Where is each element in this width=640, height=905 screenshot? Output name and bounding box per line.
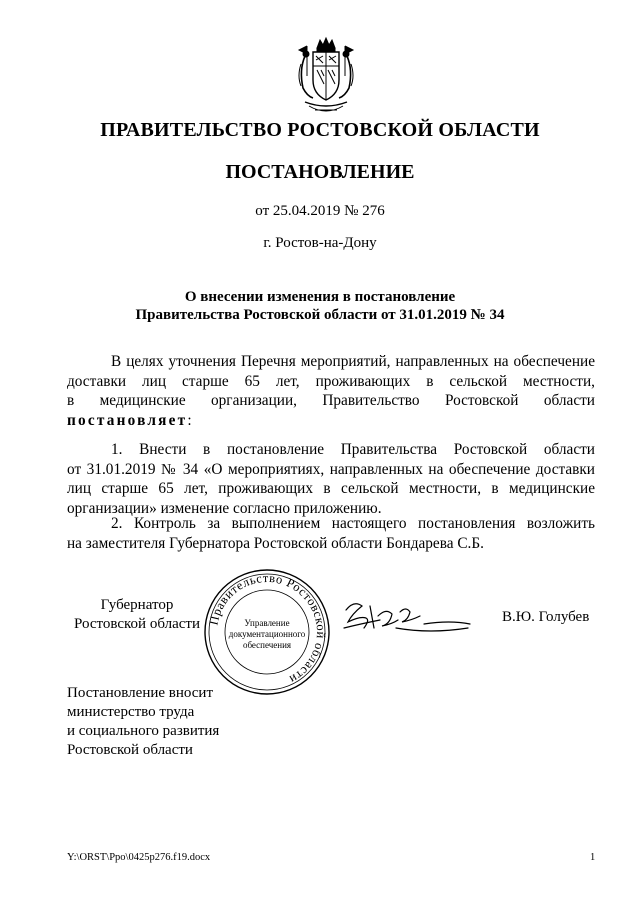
subject-line: Правительства Ростовской области от 31.01.2019 № 34 <box>135 307 505 323</box>
footer-file-path: Y:\ORST\Ppo\0425p276.f19.docx <box>67 852 211 863</box>
note-line: министерство труда <box>67 704 195 720</box>
position-line: Губернатор <box>100 597 174 613</box>
document-subject <box>0 288 640 324</box>
stamp-inner-line: обеспечения <box>242 640 292 650</box>
signatory-position <box>67 596 207 634</box>
document-type: ПОСТАНОВЛЕНИЕ <box>225 161 415 183</box>
coat-of-arms-icon <box>295 36 357 118</box>
item-1-paragraph <box>67 440 595 518</box>
note-line: Постановление вносит <box>67 685 214 701</box>
date-and-number: от 25.04.2019 № 276 <box>255 203 385 219</box>
item-line: 2. Контроль за выполнением настоящего постановления возложить <box>111 515 595 532</box>
preamble-decree-line <box>67 411 595 431</box>
item-line: 1. Внести в постановление Правительства Ростовской области <box>111 441 595 458</box>
submitter-note <box>67 684 219 760</box>
preamble-line: в медицинские организации, Правительство Ростовской области <box>67 392 595 409</box>
note-line: Ростовской области <box>67 742 193 758</box>
stamp-inner-line: Управление <box>244 618 290 628</box>
stamp-inner-line: документационного <box>228 629 306 639</box>
handwritten-signature <box>340 598 475 640</box>
stamp-ring-text: Правительство Ростовской области <box>206 570 329 687</box>
preamble-line: доставки лиц старше 65 лет, проживающих в сельской местности, <box>67 372 595 390</box>
decree-colon: : <box>187 411 192 429</box>
item-line: организации» изменение согласно приложению. <box>67 499 382 517</box>
issue-city: г. Ростов-на-Дону <box>263 235 377 251</box>
page-number: 1 <box>590 852 596 863</box>
item-line: от 31.01.2019 № 34 «О мероприятиях, направленных на обеспечение доставки <box>67 460 595 478</box>
government-title: ПРАВИТЕЛЬСТВО РОСТОВСКОЙ ОБЛАСТИ <box>100 119 540 141</box>
decree-word: постановляет <box>67 411 188 429</box>
preamble-paragraph <box>67 352 595 430</box>
item-line: на заместителя Губернатора Ростовской области Бондарева С.Б. <box>67 534 484 552</box>
official-stamp <box>203 568 331 696</box>
item-2-paragraph <box>67 514 595 553</box>
preamble-line: В целях уточнения Перечня мероприятий, направленных на обеспечение <box>111 353 595 370</box>
note-line: и социального развития <box>67 723 220 739</box>
subject-line: О внесении изменения в постановление <box>184 289 456 305</box>
item-line: лиц старше 65 лет, проживающих в сельской местности, в медицинские <box>67 480 595 497</box>
position-line: Ростовской области <box>74 616 200 632</box>
signatory-name: В.Ю. Голубев <box>502 609 590 625</box>
